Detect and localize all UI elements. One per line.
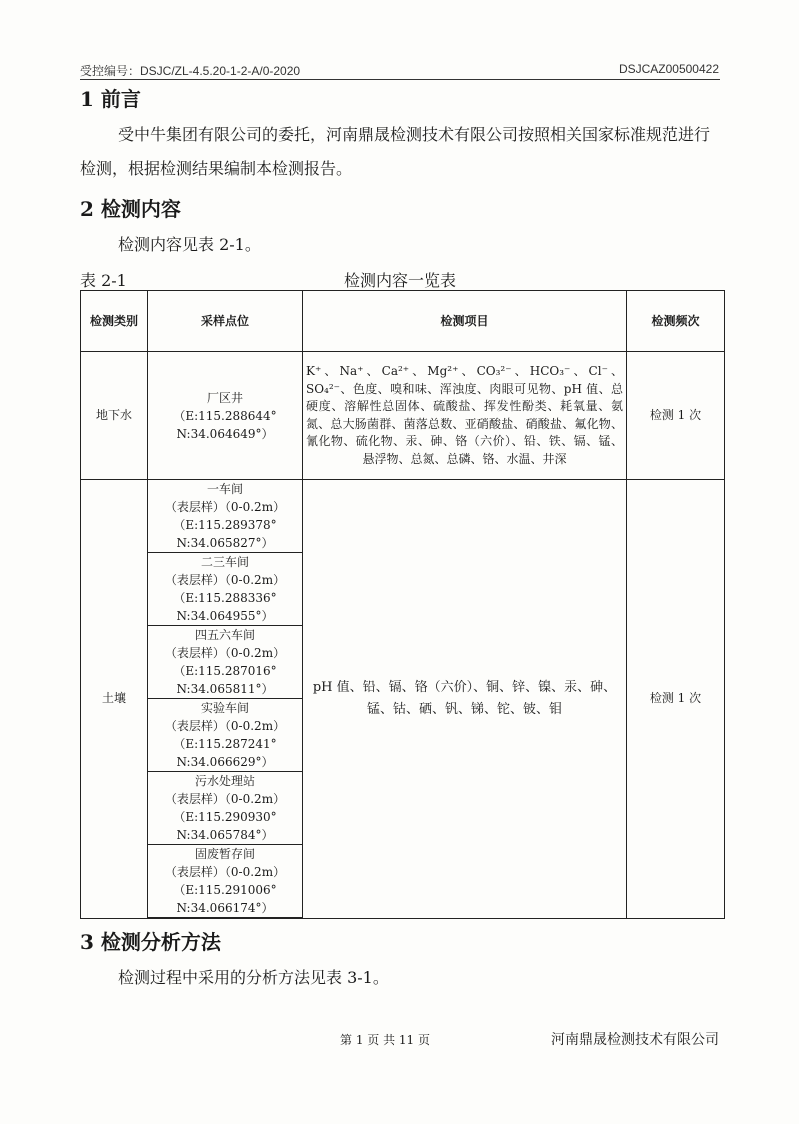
section3-text: 检测过程中采用的分析方法见表 3-1。 bbox=[118, 968, 389, 987]
header-category: 检测类别 bbox=[81, 291, 148, 352]
soil-items: pH 值、铅、镉、铬（六价）、铜、锌、镍、汞、砷、锰、钴、硒、钒、锑、铊、铍、钼 bbox=[303, 480, 627, 919]
header-site: 采样点位 bbox=[148, 291, 303, 352]
section1-heading: 1 前言 bbox=[80, 87, 141, 111]
soil-site-5: 污水处理站 （表层样）（0-0.2m） （E:115.290930° N:34.065784°） bbox=[148, 772, 303, 845]
soil-site-1: 一车间 （表层样）（0-0.2m） （E:115.289378° N:34.065827°） bbox=[148, 480, 303, 553]
table-label: 表 2-1 bbox=[80, 271, 127, 290]
section2-heading: 2 检测内容 bbox=[80, 197, 181, 221]
soil-category: 土壤 bbox=[81, 480, 148, 919]
table-row bbox=[81, 352, 725, 480]
soil-site-6: 固废暂存间 （表层样）（0-0.2m） （E:115.291006° N:34.066174°） bbox=[148, 845, 303, 919]
groundwater-category: 地下水 bbox=[81, 352, 148, 480]
header-frequency: 检测频次 bbox=[627, 291, 725, 352]
section3-heading: 3 检测分析方法 bbox=[80, 930, 221, 954]
soil-site-3: 四五六车间 （表层样）（0-0.2m） （E:115.287016° N:34.065811°） bbox=[148, 626, 303, 699]
header-items: 检测项目 bbox=[303, 291, 627, 352]
soil-site-4: 实验车间 （表层样）（0-0.2m） （E:115.287241° N:34.066629°） bbox=[148, 699, 303, 772]
table-row bbox=[81, 480, 725, 553]
footer-company: 河南鼎晟检测技术有限公司 bbox=[551, 1032, 719, 1048]
report-number: DSJCAZ00500422 bbox=[618, 62, 719, 76]
table-title: 检测内容一览表 bbox=[343, 271, 456, 290]
table-header-row bbox=[81, 291, 725, 352]
soil-frequency: 检测 1 次 bbox=[627, 480, 725, 919]
page-number: 第 1 页 共 11 页 bbox=[340, 1033, 430, 1047]
soil-site-2: 二三车间 （表层样）（0-0.2m） （E:115.288336° N:34.064955°） bbox=[148, 553, 303, 626]
section1-text: 受中牛集团有限公司的委托，河南鼎晟检测技术有限公司按照相关国家标准规范进行检测，根据检测结果编制本检测报告。 bbox=[80, 125, 711, 178]
groundwater-frequency: 检测 1 次 bbox=[627, 352, 725, 480]
groundwater-site: 厂区井 （E:115.288644° N:34.064649°） bbox=[148, 352, 303, 480]
detection-content-table bbox=[80, 290, 725, 919]
section2-text: 检测内容见表 2-1。 bbox=[118, 235, 261, 254]
control-number: 受控编号：DSJC/ZL-4.5.20-1-2-A/0-2020 bbox=[80, 64, 301, 78]
groundwater-items: K⁺、Na⁺、Ca²⁺、Mg²⁺、CO₃²⁻、HCO₃⁻、Cl⁻、SO₄²⁻、色度、嗅和味、浑浊度、肉眼可见物、pH 值、总硬度、溶解性总固体、硫酸盐、挥发性酚类、耗氧量、氨氮、总大肠菌群、菌落总数、亚硝酸盐、硝酸盐、氟化物、氰化物、硫化物、汞、砷、铬（六价）、铅、铁、镉、锰、悬浮物、总氮、总磷、铬、水温、井深 bbox=[303, 352, 627, 480]
header-divider bbox=[80, 79, 720, 80]
